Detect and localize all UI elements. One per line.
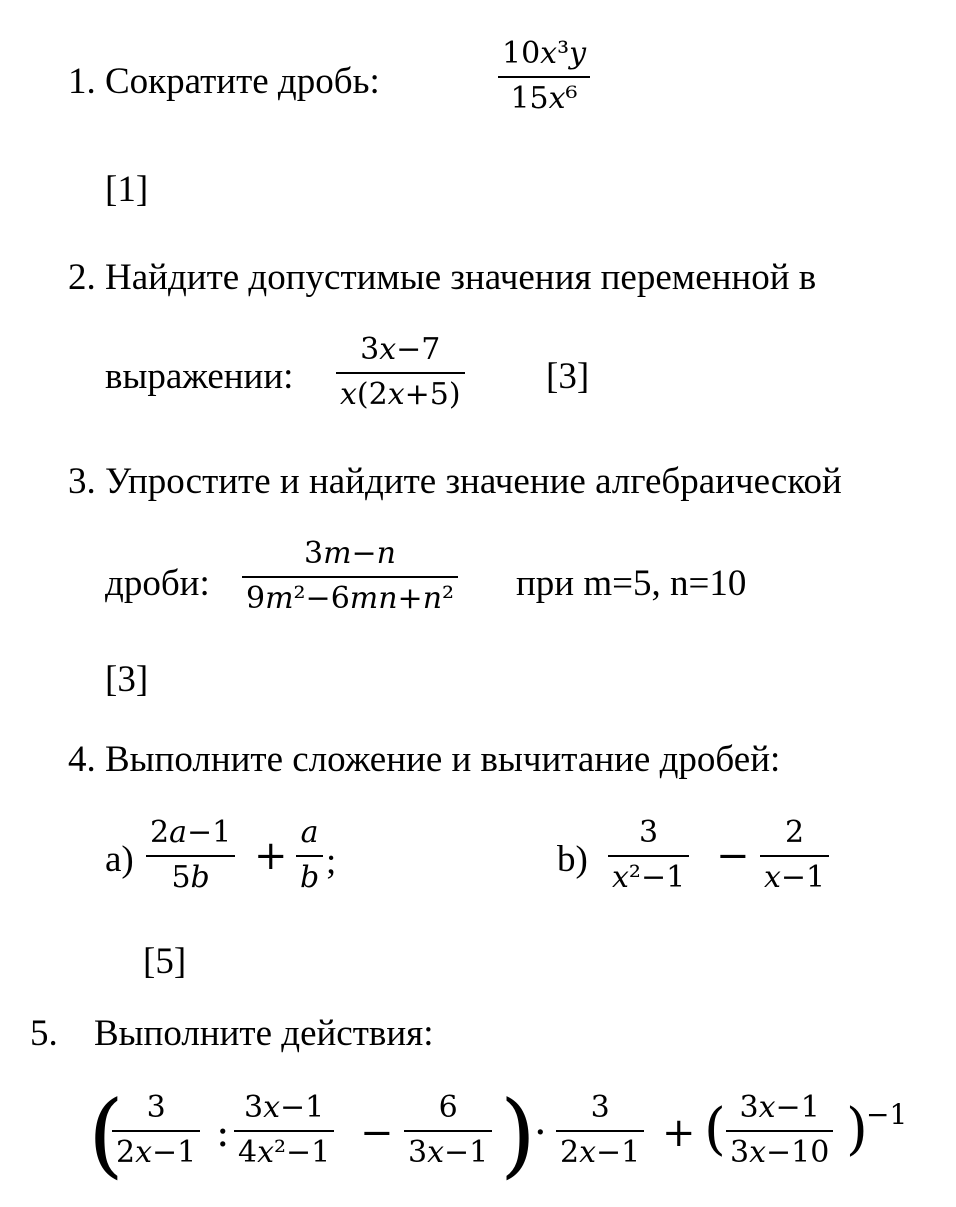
fraction-bar <box>404 1130 492 1132</box>
fraction-bar <box>234 1130 334 1132</box>
task1-label: 1. Сократите дробь: <box>68 61 380 102</box>
fraction-bar <box>498 76 590 78</box>
task2-denominator: 𝑥(2𝑥+5) <box>340 377 461 412</box>
task1-numerator: 10𝑥³𝑦 <box>502 36 587 71</box>
task5-fraction1-denominator: 2𝑥−1 <box>116 1135 197 1170</box>
task4-a-fraction2-denominator: 𝑏 <box>300 860 320 895</box>
task4-b-fraction2 <box>760 815 829 896</box>
task5-fraction5-denominator: 3𝑥−10 <box>730 1135 830 1170</box>
task1-points: [1] <box>105 169 149 210</box>
task3-label: дроби: <box>105 563 210 604</box>
fraction-bar <box>336 372 465 374</box>
task4-b-fraction2-numerator: 2 <box>785 815 805 850</box>
task1-fraction <box>498 36 590 117</box>
minus-sign: − <box>360 1110 394 1156</box>
task2-points: [3] <box>546 356 590 397</box>
task3-line1: 3. Упростите и найдите значение алгебраической <box>68 461 842 502</box>
fraction-bar <box>726 1130 833 1132</box>
task5-fraction2 <box>234 1090 334 1171</box>
task5-fraction1 <box>112 1090 200 1171</box>
task5-fraction3-numerator: 6 <box>438 1090 458 1125</box>
task4-line1: 4. Выполните сложение и вычитание дробей: <box>68 739 781 780</box>
task4-b-fraction1-numerator: 3 <box>639 815 659 850</box>
task3-fraction <box>242 536 458 617</box>
task5-label: Выполните действия: <box>94 1013 434 1054</box>
task4-a-label: a) <box>105 839 134 880</box>
task4-a-semicolon: ; <box>326 841 337 882</box>
task4-points: [5] <box>143 941 187 982</box>
task5-fraction4-denominator: 2𝑥−1 <box>560 1135 641 1170</box>
task4-b-fraction1-denominator: 𝑥²−1 <box>612 860 686 895</box>
multiply-dot: · <box>534 1110 547 1156</box>
task2-label: выражении: <box>105 356 294 397</box>
task4-a-fraction1 <box>146 815 235 896</box>
plus-sign: + <box>662 1110 696 1156</box>
right-parenthesis: ) <box>500 1081 536 1188</box>
task1-denominator: 15𝑥⁶ <box>510 81 578 116</box>
task2-line1: 2. Найдите допустимые значения переменной в <box>68 257 817 298</box>
task3-denominator: 9𝑚²−6𝑚𝑛+𝑛² <box>246 581 455 616</box>
colon-sign: : <box>216 1110 230 1156</box>
fraction-bar <box>112 1130 200 1132</box>
right-parenthesis-small: ) <box>846 1097 868 1162</box>
task5-fraction2-denominator: 4𝑥²−1 <box>238 1135 331 1170</box>
task5-fraction3-denominator: 3𝑥−1 <box>408 1135 489 1170</box>
fraction-bar <box>608 855 689 857</box>
task5-fraction2-numerator: 3𝑥−1 <box>244 1090 325 1125</box>
task4-a-fraction1-denominator: 5𝑏 <box>171 860 210 895</box>
left-parenthesis-small: ( <box>704 1097 726 1162</box>
task5-fraction4 <box>556 1090 644 1171</box>
fraction-bar <box>556 1130 644 1132</box>
task4-a-fraction1-numerator: 2𝑎−1 <box>150 815 232 850</box>
task3-numerator: 3𝑚−𝑛 <box>304 536 397 571</box>
task2-numerator: 3𝑥−7 <box>360 332 441 367</box>
task5-fraction4-numerator: 3 <box>590 1090 610 1125</box>
task4-a-fraction2-numerator: 𝑎 <box>300 815 319 850</box>
task3-points: [3] <box>105 659 149 700</box>
exponent: −1 <box>866 1098 908 1131</box>
plus-sign: + <box>254 833 288 879</box>
task4-b-label: b) <box>557 839 588 880</box>
task4-b-fraction1 <box>608 815 689 896</box>
task3-condition: при m=5, n=10 <box>516 563 747 604</box>
left-parenthesis: ( <box>88 1081 124 1188</box>
task5-fraction5-numerator: 3𝑥−1 <box>739 1090 820 1125</box>
task2-fraction <box>336 332 465 413</box>
task5-number: 5. <box>30 1013 58 1054</box>
task4-a-fraction2 <box>296 815 323 896</box>
task5-fraction5 <box>726 1090 833 1171</box>
task5-fraction3 <box>404 1090 492 1171</box>
fraction-bar <box>760 855 829 857</box>
fraction-bar <box>242 576 458 578</box>
fraction-bar <box>146 855 235 857</box>
task4-b-fraction2-denominator: 𝑥−1 <box>764 860 826 895</box>
minus-sign: − <box>716 833 750 879</box>
task5-fraction1-numerator: 3 <box>146 1090 166 1125</box>
fraction-bar <box>296 855 323 857</box>
